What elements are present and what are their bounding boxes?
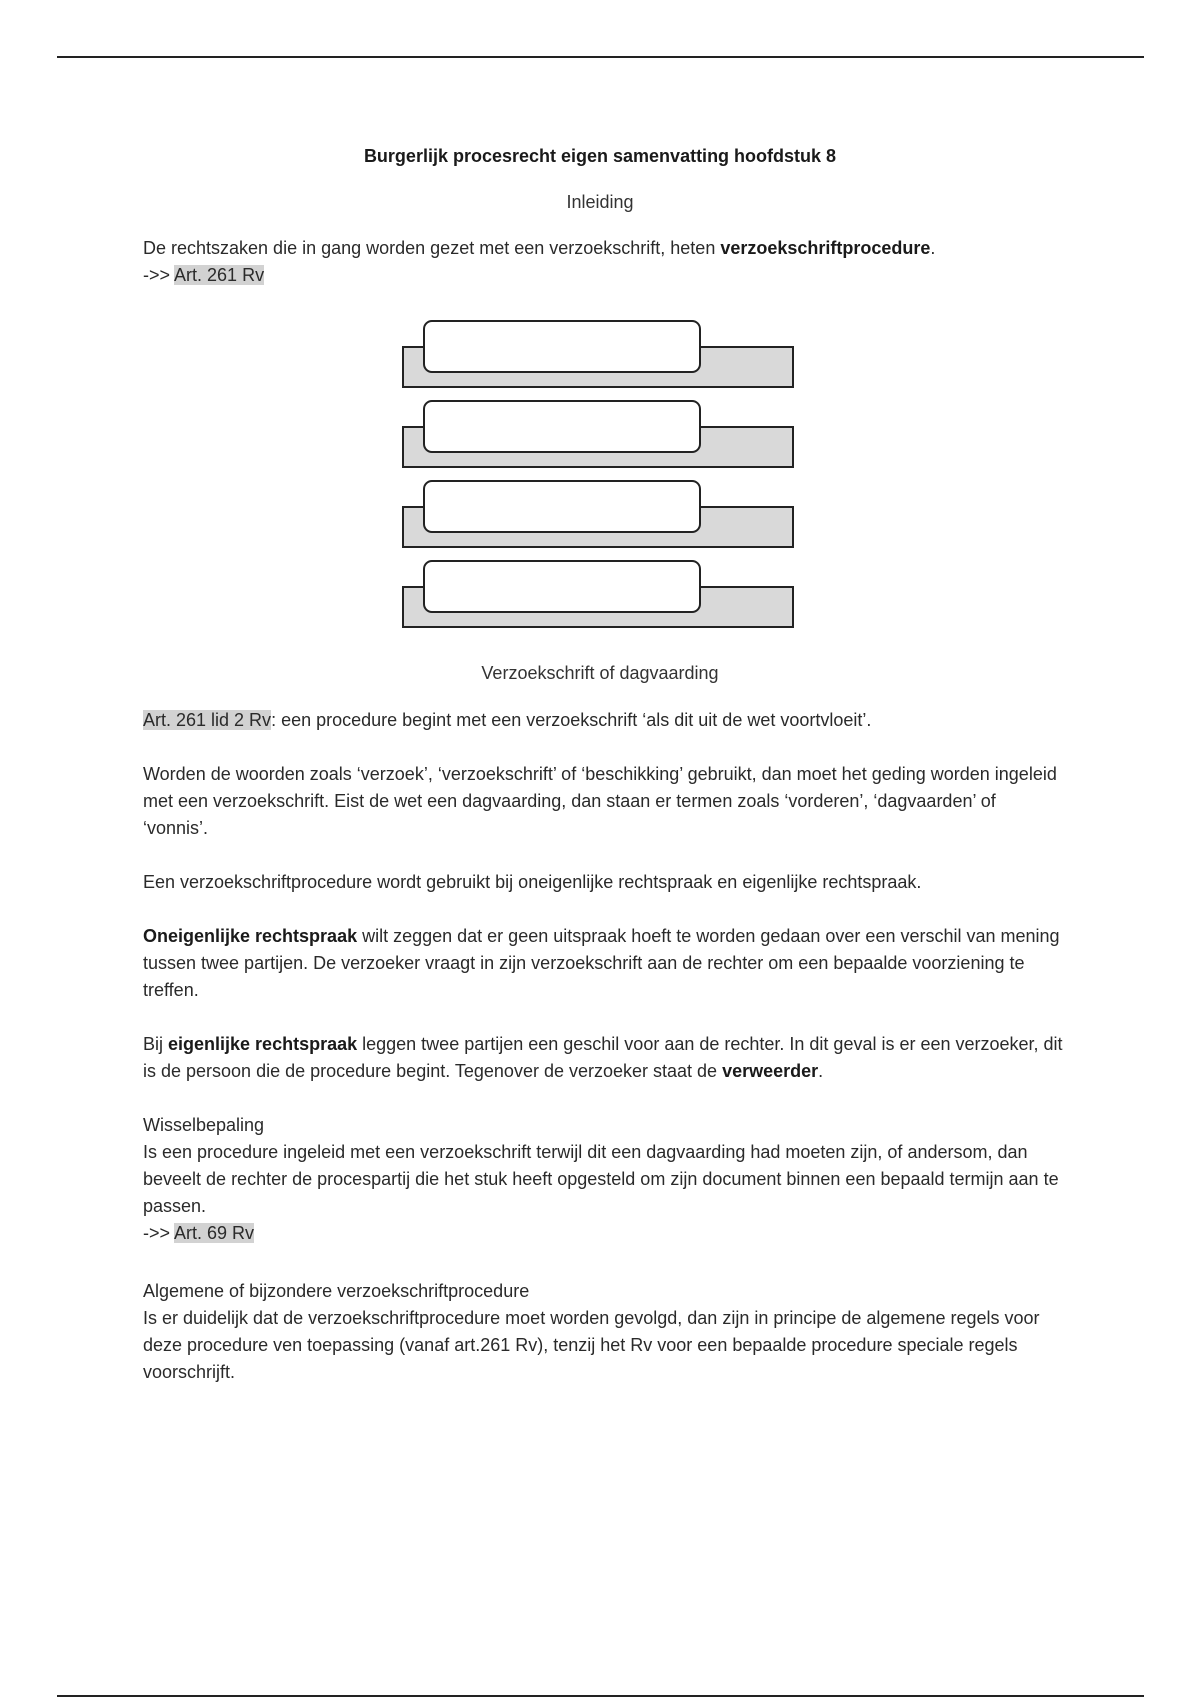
paragraph-art261-lid2 (143, 707, 1063, 734)
diagram-item-1 (402, 320, 796, 386)
paragraph-5-pre: Bij (143, 1034, 169, 1054)
paragraph-oneigenlijke (143, 923, 1063, 1004)
intro-paragraph (143, 235, 1063, 289)
paragraph-5-bold: eigenlijke rechtspraak (168, 1034, 358, 1054)
paragraph-3-text: Een verzoekschriftprocedure wordt gebruikt bij oneigenlijke rechtspraak en eigenlijke rechtspraak. (143, 872, 922, 892)
paragraph-2-text: Worden de woorden zoals ‘verzoek’, ‘verzoekschrift’ of ‘beschikking’ gebruikt, dan moet het geding worden ingeleid met een verzoekschrift. Eist de wet een dagvaarding, dan staan er termen zoals ‘vorderen’, ‘dagvaarden’ of ‘vonnis’. (143, 764, 1057, 838)
paragraph-eigenlijke (143, 1031, 1063, 1085)
paragraph-5-end: . (818, 1061, 824, 1081)
diagram-caption: Verzoekschrift of dagvaarding (481, 663, 719, 683)
document-title: Burgerlijk procesrecht eigen samenvatting hoofdstuk 8 (363, 146, 837, 166)
diagram-item-4 (402, 560, 796, 626)
diagram-item-3 (402, 480, 796, 546)
diagram-item-4-box (423, 560, 701, 613)
intro-article-ref: Art. 261 Rv (174, 265, 265, 285)
article-ref-261-lid2: Art. 261 lid 2 Rv (143, 710, 272, 730)
section-algemene (143, 1278, 1063, 1386)
intro-bold-term: verzoekschriftprocedure (720, 238, 931, 258)
paragraph-woorden (143, 761, 1063, 842)
paragraph-5-bold2: verweerder (722, 1061, 819, 1081)
article-ref-69: Art. 69 Rv (174, 1223, 255, 1243)
intro-text: De rechtszaken die in gang worden gezet met een verzoekschrift, heten (143, 238, 721, 258)
paragraph-1-text: : een procedure begint met een verzoekschrift ‘als dit uit de wet voortvloeit’. (271, 710, 872, 730)
stacked-list-diagram (402, 320, 802, 636)
paragraph-4-bold: Oneigenlijke rechtspraak (143, 926, 358, 946)
algemene-heading: Algemene of bijzondere verzoekschriftprocedure (143, 1281, 530, 1301)
diagram-item-1-box (423, 320, 701, 373)
paragraph-verzoekschriftprocedure (143, 869, 1063, 896)
diagram-item-3-box (423, 480, 701, 533)
bottom-rule (57, 1695, 1144, 1697)
section-heading-inleiding: Inleiding (566, 192, 634, 212)
top-rule (57, 56, 1144, 58)
algemene-text: Is er duidelijk dat de verzoekschriftprocedure moet worden gevolgd, dan zijn in principe de algemene regels voor deze procedure ven toepassing (vanaf art.261 Rv), tenzij het Rv voor een bepaalde procedure speciale regels voorschrijft. (143, 1308, 1040, 1382)
paragraph-5-text: leggen twee partijen een geschil voor aan de rechter. In dit geval is er een verzoeker, dit is de persoon die de procedure begint. Tegenover de verzoeker staat de (143, 1034, 1063, 1081)
wisselbepaling-arrow: ->> (143, 1223, 175, 1243)
wisselbepaling-text: Is een procedure ingeleid met een verzoekschrift terwijl dit een dagvaarding had moeten zijn, of andersom, dan beveelt de rechter de procespartij die het stuk heeft opgesteld om zijn document binnen een bepaald termijn aan te passen. (143, 1142, 1059, 1216)
section-wisselbepaling (143, 1112, 1063, 1247)
wisselbepaling-heading: Wisselbepaling (143, 1115, 265, 1135)
diagram-item-2 (402, 400, 796, 466)
diagram-item-2-box (423, 400, 701, 453)
paragraph-4-text: wilt zeggen dat er geen uitspraak hoeft te worden gedaan over een verschil van mening tussen twee partijen. De verzoeker vraagt in zijn verzoekschrift aan de rechter om een bepaalde voorziening te treffen. (143, 926, 1060, 1000)
intro-end: . (930, 238, 936, 258)
intro-arrow: ->> (143, 265, 175, 285)
